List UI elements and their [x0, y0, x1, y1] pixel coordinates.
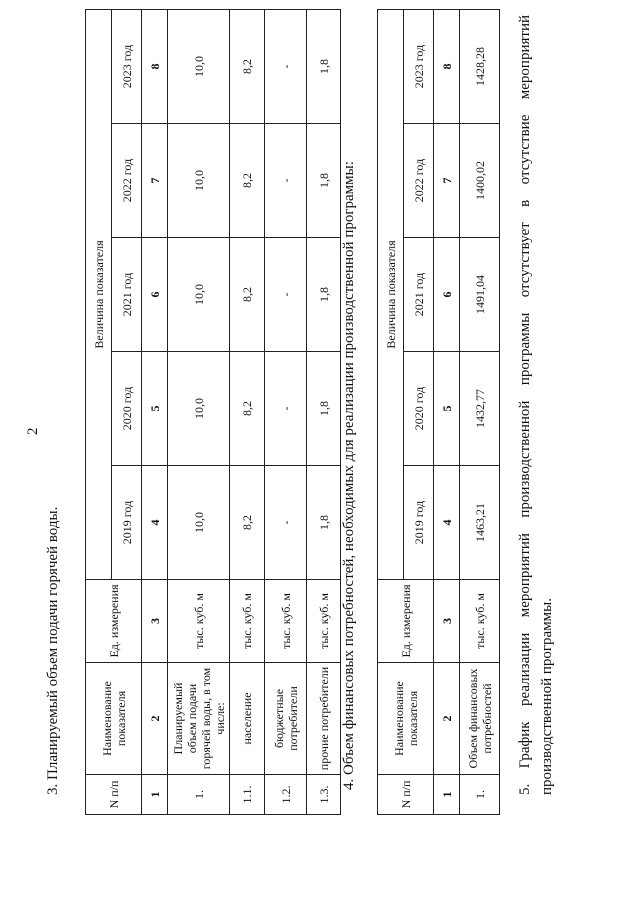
header-year: 2023 год — [404, 9, 434, 123]
row-unit: тыс. куб. м — [307, 580, 341, 663]
header-year: 2019 год — [404, 466, 434, 580]
column-number-row — [434, 9, 460, 814]
header-num: N п/п — [86, 775, 142, 815]
row-value: 1,8 — [307, 466, 341, 580]
row-value: 8,2 — [230, 466, 265, 580]
row-value: 8,2 — [230, 124, 265, 238]
row-value: 1,8 — [307, 124, 341, 238]
row-num: 1. — [460, 775, 500, 815]
row-name: Объем финансовых потребностей — [460, 663, 500, 775]
header-year: 2021 год — [112, 238, 142, 352]
column-number: 1 — [142, 775, 168, 815]
header-unit: Ед. измерения — [378, 580, 434, 663]
row-unit: тыс. куб. м — [230, 580, 265, 663]
row-value: 1428,28 — [460, 9, 500, 123]
row-value: - — [265, 124, 307, 238]
table-row — [265, 9, 307, 814]
row-value: 1400,02 — [460, 124, 500, 238]
header-num: N п/п — [378, 775, 434, 815]
column-number: 8 — [434, 9, 460, 123]
row-value: 1463,21 — [460, 466, 500, 580]
row-unit: тыс. куб. м — [168, 580, 230, 663]
section-4-title: 4. Объем финансовых потребностей, необходимых для реализации производственной программы: — [341, 161, 357, 790]
row-value: 1491,04 — [460, 238, 500, 352]
header-year: 2019 год — [112, 466, 142, 580]
column-number-row — [142, 9, 168, 814]
column-number: 8 — [142, 9, 168, 123]
row-value: 1,8 — [307, 238, 341, 352]
header-unit: Ед. измерения — [86, 580, 142, 663]
row-name: Планируемый объем подачи горячей воды, в том числе: — [168, 663, 230, 775]
row-num: 1.3. — [307, 775, 341, 815]
column-number: 4 — [142, 466, 168, 580]
row-value: 10,0 — [168, 352, 230, 466]
header-year: 2022 год — [404, 124, 434, 238]
table-row — [460, 9, 500, 814]
row-value: 10,0 — [168, 124, 230, 238]
header-value-group: Величина показателя — [86, 9, 112, 579]
row-value: - — [265, 238, 307, 352]
row-unit: тыс. куб. м — [460, 580, 500, 663]
table-row — [307, 9, 341, 814]
row-value: 10,0 — [168, 466, 230, 580]
row-name: прочие потребители — [307, 663, 341, 775]
hot-water-volume-table — [85, 9, 341, 815]
header-name: Наименование показателя — [86, 663, 142, 775]
row-value: - — [265, 466, 307, 580]
row-value: 8,2 — [230, 352, 265, 466]
table-row — [230, 9, 265, 814]
row-value: 1432,77 — [460, 352, 500, 466]
row-value: 1,8 — [307, 9, 341, 123]
column-number: 3 — [142, 580, 168, 663]
financial-needs-table — [377, 9, 500, 815]
column-number: 4 — [434, 466, 460, 580]
header-year: 2020 год — [404, 352, 434, 466]
table-header-row — [86, 9, 112, 814]
column-number: 7 — [434, 124, 460, 238]
row-value: - — [265, 352, 307, 466]
column-number: 2 — [142, 663, 168, 775]
row-name: бюджетные потребители — [265, 663, 307, 775]
row-value: 10,0 — [168, 238, 230, 352]
header-year: 2022 год — [112, 124, 142, 238]
section-5-text: 5. График реализации мероприятий производственной программы отсутствует в отсутствие мероприятий производственной программы. — [517, 15, 555, 795]
row-value: 8,2 — [230, 9, 265, 123]
column-number: 6 — [434, 238, 460, 352]
column-number: 5 — [434, 352, 460, 466]
table-header-row — [378, 9, 404, 814]
header-name: Наименование показателя — [378, 663, 434, 775]
row-num: 1.2. — [265, 775, 307, 815]
header-year: 2023 год — [112, 9, 142, 123]
row-unit: тыс. куб. м — [265, 580, 307, 663]
row-value: 1,8 — [307, 352, 341, 466]
column-number: 7 — [142, 124, 168, 238]
header-year: 2021 год — [404, 238, 434, 352]
header-value-group: Величина показателя — [378, 9, 404, 579]
column-number: 5 — [142, 352, 168, 466]
column-number: 3 — [434, 580, 460, 663]
section-3-title: 3. Планируемый объем подачи горячей воды. — [45, 506, 61, 795]
row-num: 1.1. — [230, 775, 265, 815]
column-number: 1 — [434, 775, 460, 815]
row-name: население — [230, 663, 265, 775]
column-number: 6 — [142, 238, 168, 352]
table-row — [168, 9, 230, 814]
row-value: - — [265, 9, 307, 123]
header-year: 2020 год — [112, 352, 142, 466]
page-number: 2 — [25, 427, 41, 435]
row-value: 8,2 — [230, 238, 265, 352]
row-value: 10,0 — [168, 9, 230, 123]
row-num: 1. — [168, 775, 230, 815]
column-number: 2 — [434, 663, 460, 775]
